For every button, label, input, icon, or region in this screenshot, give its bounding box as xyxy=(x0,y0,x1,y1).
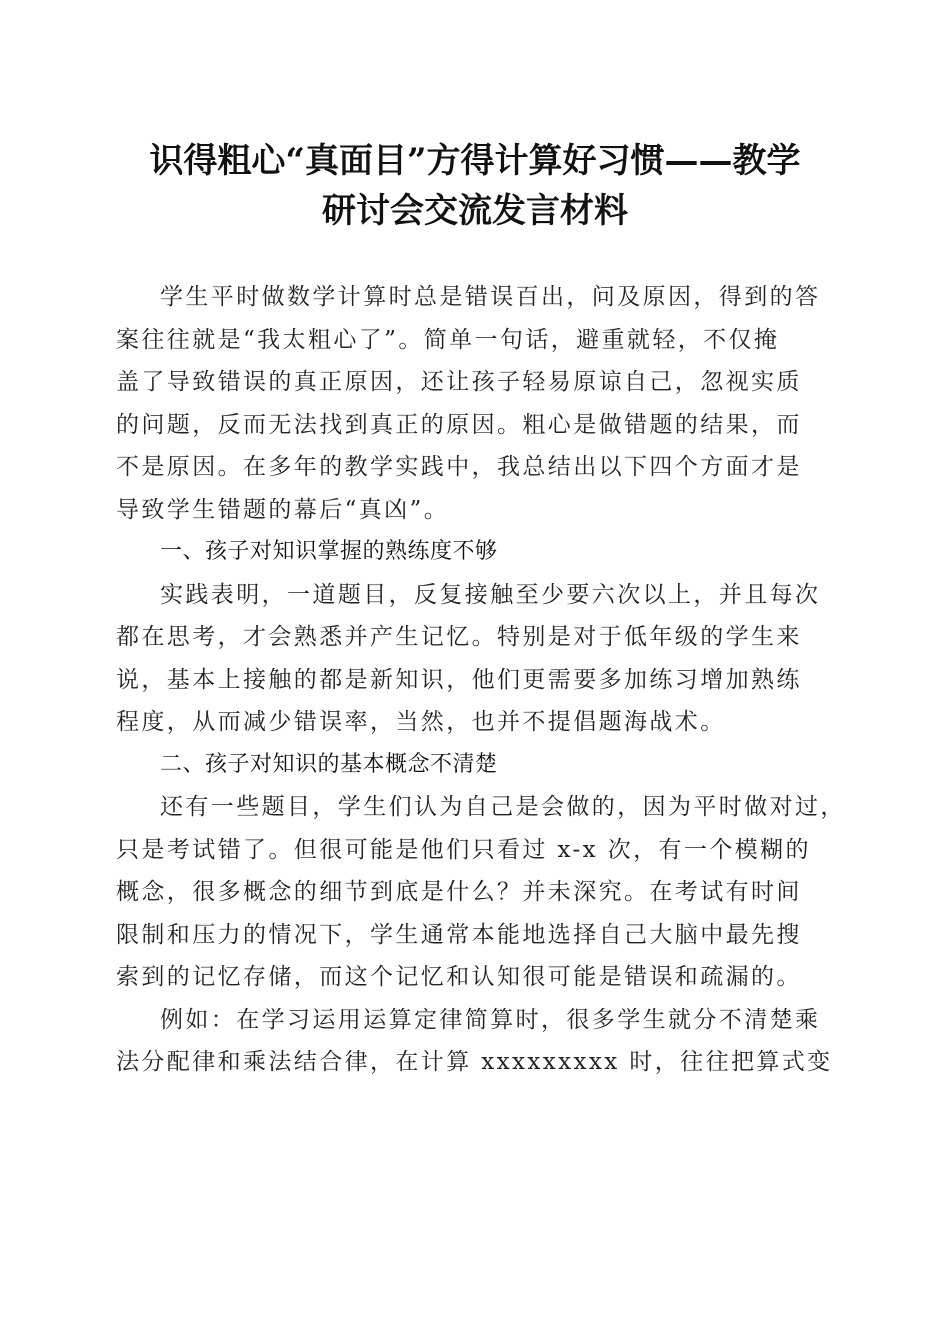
paragraph-4-line-2: 法分配律和乘法结合律，在计算 xxxxxxxxx 时，往往把算式变 xyxy=(116,1049,833,1075)
paragraph-3-line-4: 限制和压力的情况下，学生通常本能地选择自己大脑中最先搜 xyxy=(116,921,802,948)
paragraph-1-line-6: 导致学生错题的幕后“真凶”。 xyxy=(116,496,450,523)
section-heading-1: 一、孩子对知识掌握的熟练度不够 xyxy=(160,539,498,564)
paragraph-1-line-3: 盖了导致错误的真正原因，还让孩子轻易原谅自己，忽视实质 xyxy=(116,369,802,395)
paragraph-3-line-3: 概念，很多概念的细节到底是什么？并未深究。在考试有时间 xyxy=(116,879,802,905)
paragraph-3-line-2: 只是考试错了。但很可能是他们只看过 x-x 次，有一个模糊的 xyxy=(116,836,811,863)
paragraph-4-line-1: 例如：在学习运用运算定律简算时，很多学生就分不清楚乘 xyxy=(160,1006,821,1033)
document-title xyxy=(110,136,840,236)
paragraph-1-line-4: 的问题，反而无法找到真正的原因。粗心是做错题的结果，而 xyxy=(116,411,802,438)
paragraph-2-line-4: 程度，从而减少错误率，当然，也并不提倡题海战术。 xyxy=(116,709,726,735)
paragraph-1-line-5: 不是原因。在多年的教学实践中，我总结出以下四个方面才是 xyxy=(116,454,802,480)
title-line-2: 研讨会交流发言材料 xyxy=(322,191,628,231)
section-heading-2: 二、孩子对知识的基本概念不清楚 xyxy=(160,751,498,777)
paragraph-3-line-1: 还有一些题目，学生们认为自己是会做的，因为平时做对过， xyxy=(160,794,846,820)
paragraph-2-line-1: 实践表明，一道题目，反复接触至少要六次以上，并且每次 xyxy=(160,581,821,608)
document-body xyxy=(116,276,846,1084)
paragraph-1-line-1: 学生平时做数学计算时总是错误百出，问及原因，得到的答 xyxy=(160,284,821,310)
title-line-1: 识得粗心“真面目”方得计算好习惯——教学 xyxy=(149,141,801,181)
paragraph-3-line-5: 索到的记忆存储，而这个记忆和认知很可能是错误和疏漏的。 xyxy=(116,964,802,990)
paragraph-2-line-3: 说，基本上接触的都是新知识，他们更需要多加练习增加熟练 xyxy=(116,666,802,693)
paragraph-1-line-2: 案往往就是“我太粗心了”。简单一句话，避重就轻，不仅掩 xyxy=(116,326,780,353)
paragraph-2-line-2: 都在思考，才会熟悉并产生记忆。特别是对于低年级的学生来 xyxy=(116,624,802,650)
